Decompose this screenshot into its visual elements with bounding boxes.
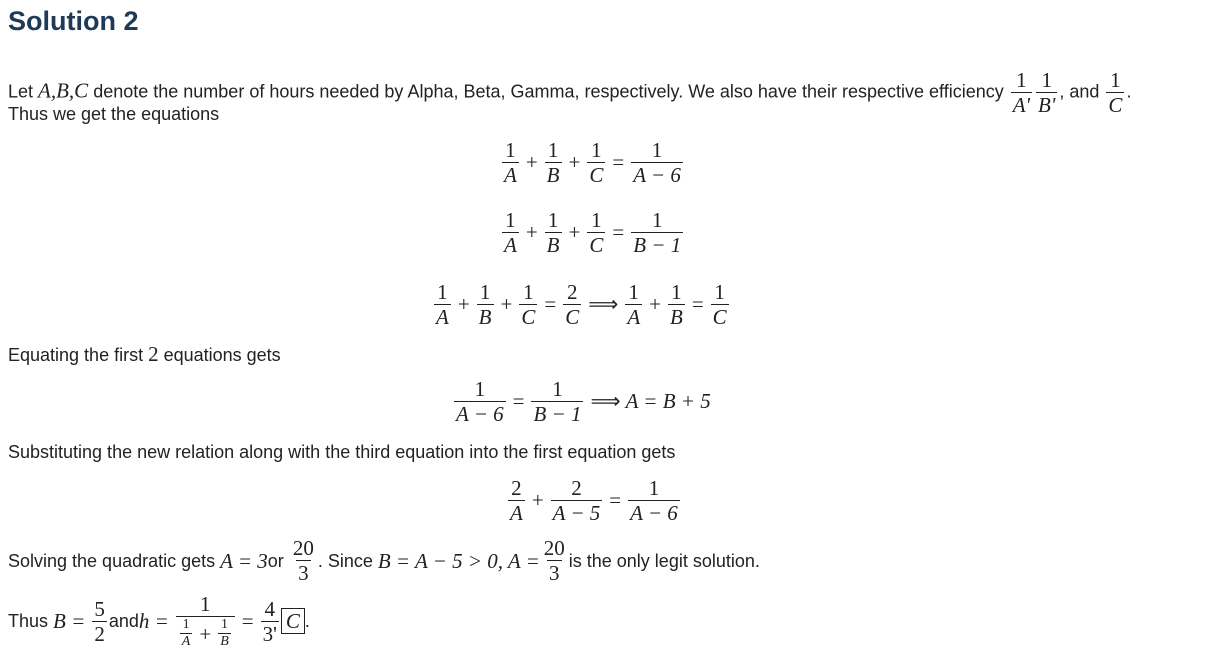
intro-let: Let: [8, 81, 39, 102]
equation-2: [500, 208, 685, 257]
denominator: A: [504, 163, 517, 188]
solving-post: is the only legit solution.: [568, 550, 760, 571]
denominator: C: [712, 305, 727, 330]
relation-a-b: A = B + 5: [625, 389, 711, 414]
paragraph-thus-b-h: [8, 592, 310, 650]
numerator: 1: [474, 377, 486, 401]
thus-pre: Thus: [8, 611, 49, 632]
frac-1-a: [502, 138, 519, 187]
equating-num: 2: [148, 342, 159, 366]
frac-3-c2: [711, 280, 729, 329]
denominator: B: [478, 305, 492, 330]
numerator: 1: [552, 377, 563, 401]
numerator: 4: [264, 596, 275, 621]
numerator: 1: [547, 138, 559, 162]
equating-post: equations gets: [158, 345, 281, 365]
plus: +: [568, 150, 581, 175]
denominator: C: [565, 305, 580, 330]
denominator: A: [436, 305, 449, 330]
thus-h-eq: h =: [138, 609, 169, 634]
page-title: Solution 2: [8, 6, 139, 36]
numerator: 1: [651, 138, 663, 162]
frac-2-a: [502, 208, 519, 257]
plus: +: [525, 150, 538, 175]
frac-3-c: [519, 280, 537, 329]
denominator: A − 6: [630, 501, 678, 526]
efficiency-c: [1106, 68, 1124, 117]
frac-4-3: [261, 597, 279, 646]
numerator: 2: [566, 280, 578, 304]
denominator: [176, 616, 235, 650]
plus: +: [500, 292, 513, 317]
equals: =: [691, 292, 704, 317]
frac-2-bm1: [631, 208, 683, 257]
numerator: 1: [182, 617, 190, 633]
denominator: C: [589, 163, 604, 188]
intro-and: , and: [1059, 81, 1105, 102]
numerator: 1: [505, 208, 516, 232]
numerator: 1: [505, 138, 516, 162]
numerator: 1: [1041, 68, 1052, 92]
frac-3-b: [477, 280, 494, 329]
numerator: 1: [591, 208, 602, 232]
denominator: A − 6: [456, 402, 504, 427]
equation-1: [500, 138, 685, 187]
denominator: C: [521, 305, 536, 330]
frac-1-a-small: [180, 617, 193, 650]
denominator: B: [670, 305, 683, 330]
frac-5-2a: [508, 476, 525, 525]
answer-box: C: [281, 608, 305, 634]
numerator: 1: [437, 280, 448, 304]
paragraph-substituting: Substituting the new relation along with the third equation into the first equation gets: [8, 442, 676, 462]
plus: +: [531, 488, 544, 513]
numerator: 1: [628, 280, 639, 304]
equation-4: [452, 377, 711, 426]
numerator: 1: [648, 476, 660, 500]
numerator: 1: [1110, 68, 1121, 92]
frac-20-3: [291, 536, 316, 585]
intro-text: denote the number of hours needed by Alpha, Beta, Gamma, respectively. We also have their respective efficiency: [88, 81, 1009, 102]
denominator: 3: [549, 561, 560, 586]
frac-3-b2: [668, 280, 685, 329]
numerator: 1: [200, 592, 211, 616]
plus: +: [525, 220, 538, 245]
numerator: 20: [292, 536, 314, 560]
numerator: 2: [511, 476, 522, 500]
solving-cond: B = A − 5 > 0, A =: [377, 548, 540, 573]
frac-20-3-b: [542, 536, 567, 585]
equals: =: [609, 488, 622, 513]
denominator: A: [627, 305, 641, 330]
thus-and: and: [108, 611, 139, 632]
equals: =: [512, 389, 525, 414]
solving-or: or: [267, 550, 284, 571]
denominator: A': [1012, 93, 1031, 118]
frac-4-am6: [454, 377, 506, 426]
frac-3-a2: [625, 280, 642, 329]
paragraph-equating: [8, 342, 281, 367]
paragraph-solving: [8, 536, 760, 585]
denominator: B: [546, 163, 560, 188]
paragraph-thus-equations: Thus we get the equations: [8, 104, 220, 124]
numerator: 20: [543, 536, 565, 560]
denominator: B: [220, 634, 229, 650]
frac-1-b-small: [218, 617, 231, 650]
plus: +: [568, 220, 581, 245]
denominator: A: [181, 634, 191, 650]
equals: =: [612, 220, 625, 245]
numerator: 1: [547, 208, 559, 232]
solving-pre: Solving the quadratic gets: [8, 550, 216, 571]
numerator: 1: [714, 280, 725, 304]
equating-pre: Equating the first: [8, 345, 149, 365]
implies: ⟹: [590, 389, 621, 414]
equals: =: [544, 292, 557, 317]
denominator: A − 5: [552, 501, 601, 526]
efficiency-b: [1036, 68, 1057, 117]
numerator: 2: [571, 476, 582, 500]
numerator: 1: [220, 617, 228, 633]
efficiency-a: [1011, 68, 1032, 117]
numerator: 5: [94, 596, 105, 621]
denominator: 3: [298, 561, 309, 586]
denominator: C: [589, 233, 604, 258]
equals: =: [241, 609, 254, 634]
frac-1-b: [545, 138, 562, 187]
frac-h: [176, 592, 235, 650]
numerator: 1: [479, 280, 491, 304]
frac-2-c: [587, 208, 605, 257]
denominator: B: [546, 233, 560, 258]
frac-1-am6: [631, 138, 683, 187]
denominator: B − 1: [533, 402, 582, 427]
denominator: 2: [94, 621, 105, 646]
frac-5-am6: [628, 476, 680, 525]
frac-5-2: [92, 597, 107, 646]
denominator: A: [510, 501, 523, 526]
plus: +: [457, 292, 470, 317]
denominator: 3': [262, 621, 277, 646]
equation-3: [432, 280, 731, 329]
frac-1-c: [587, 138, 605, 187]
denominator: C: [1108, 93, 1123, 118]
numerator: 1: [671, 280, 682, 304]
denominator: A: [504, 233, 517, 258]
plus: +: [199, 621, 212, 646]
implies: ⟹: [588, 292, 619, 317]
equals: =: [612, 150, 625, 175]
numerator: 1: [523, 280, 534, 304]
frac-3-a: [434, 280, 451, 329]
equation-5: [506, 476, 682, 525]
numerator: 1: [591, 138, 602, 162]
plus: +: [649, 292, 661, 317]
thus-period: .: [304, 611, 310, 632]
intro-period: .: [1126, 81, 1132, 102]
denominator: B': [1038, 93, 1056, 118]
denominator: B − 1: [633, 233, 682, 258]
frac-3-2c: [563, 280, 581, 329]
numerator: 1: [651, 208, 663, 232]
solving-since: . Since: [317, 550, 373, 571]
intro-vars: A,B,C: [38, 78, 89, 103]
frac-5-am5: [551, 476, 603, 525]
denominator: A − 6: [633, 163, 681, 188]
frac-2-b: [545, 208, 562, 257]
solving-a3: A = 3: [220, 548, 268, 573]
numerator: 1: [1016, 68, 1027, 92]
thus-b-eq: B =: [53, 609, 86, 634]
frac-4-bm1: [531, 377, 583, 426]
